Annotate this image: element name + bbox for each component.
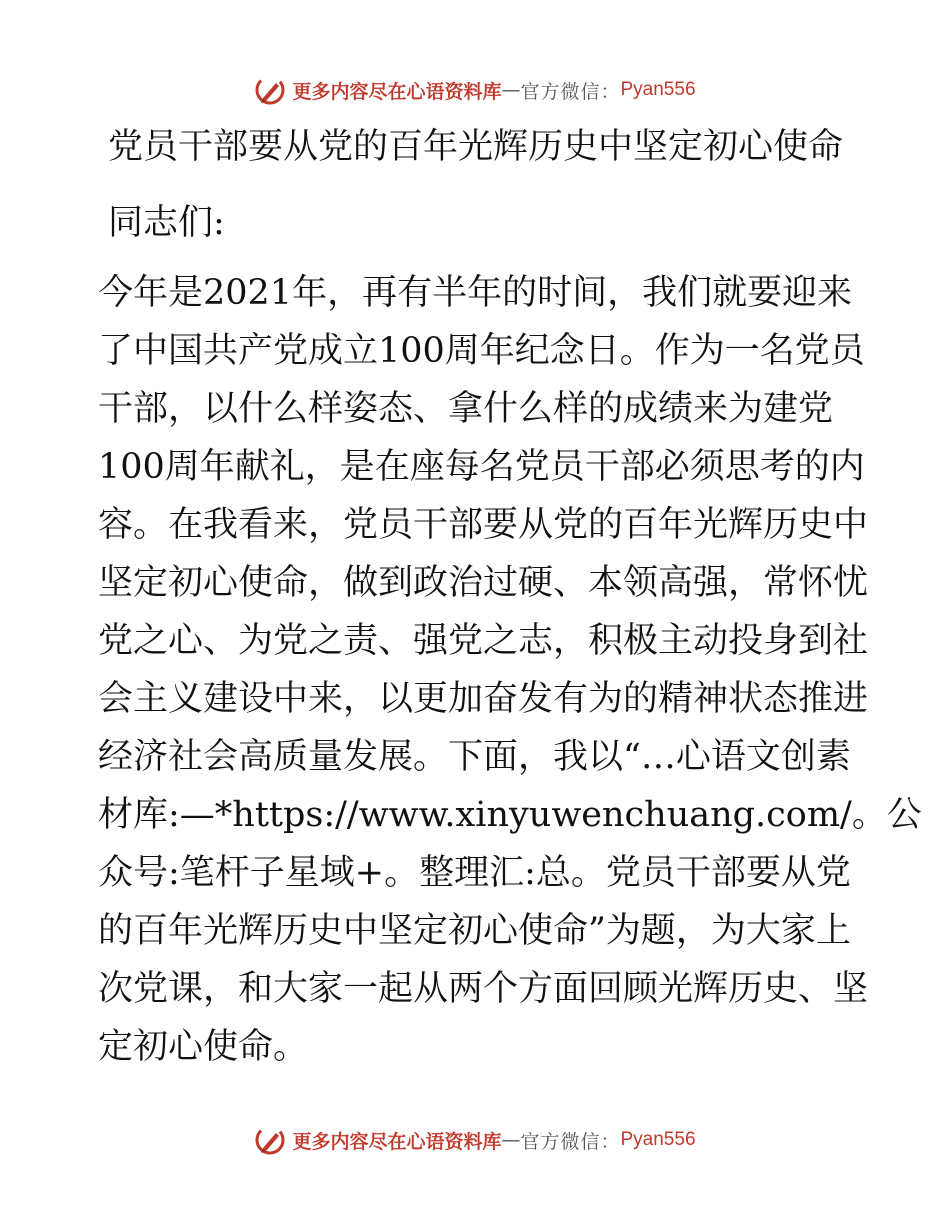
banner-wechat-id: Pyan556 — [620, 79, 696, 100]
banner-dash: — — [501, 1129, 521, 1151]
banner-dash: — — [501, 79, 521, 101]
body-line: 材库:—*https://www.xinyuwenchuang.com/。公 — [98, 795, 922, 835]
body-line: 了中国共产党成立100周年纪念日。作为一名党员 — [98, 331, 865, 371]
body-line: 众号:笔杆子星域+。整理汇:总。党员干部要从党 — [98, 853, 851, 893]
body-line: 次党课，和大家一起从两个方面回顾光辉历史、坚 — [98, 969, 869, 1009]
body-line: 100周年献礼，是在座每名党员干部必须思考的内 — [98, 447, 865, 487]
body-line: 的百年光辉历史中坚定初心使命”为题，为大家上 — [98, 911, 851, 951]
body-line: 党之心、为党之责、强党之志，积极主动投身到社 — [98, 621, 869, 661]
body-line: 定初心使命。 — [98, 1027, 309, 1067]
body-line: 经济社会高质量发展。下面，我以“…心语文创素 — [98, 737, 851, 777]
body-line: 坚定初心使命，做到政治过硬、本领高强，常怀忧 — [98, 563, 869, 603]
document-title: 党员干部要从党的百年光辉历史中坚定初心使命 — [108, 127, 844, 167]
footer-banner — [0, 1120, 950, 1160]
body-line: 会主义建设中来，以更加奋发有为的精神状态推进 — [98, 679, 869, 719]
body-line: 干部，以什么样姿态、拿什么样的成绩来为建党 — [98, 389, 834, 429]
banner-promo-text: 更多内容尽在心语资料库 — [292, 80, 502, 103]
banner-wechat-id: Pyan556 — [620, 1129, 696, 1150]
body-line: 容。在我看来，党员干部要从党的百年光辉历史中 — [98, 505, 869, 545]
greeting: 同志们: — [108, 203, 225, 243]
pen-circle-logo-icon — [254, 1124, 286, 1156]
banner-wechat-label: 官方微信： — [520, 80, 621, 103]
body-line: 今年是2021年，再有半年的时间，我们就要迎来 — [98, 273, 853, 313]
banner-promo-text: 更多内容尽在心语资料库 — [292, 1130, 502, 1153]
header-banner — [0, 70, 950, 110]
banner-wechat-label: 官方微信： — [520, 1130, 621, 1153]
pen-circle-logo-icon — [254, 74, 286, 106]
body-paragraph — [98, 264, 922, 1076]
